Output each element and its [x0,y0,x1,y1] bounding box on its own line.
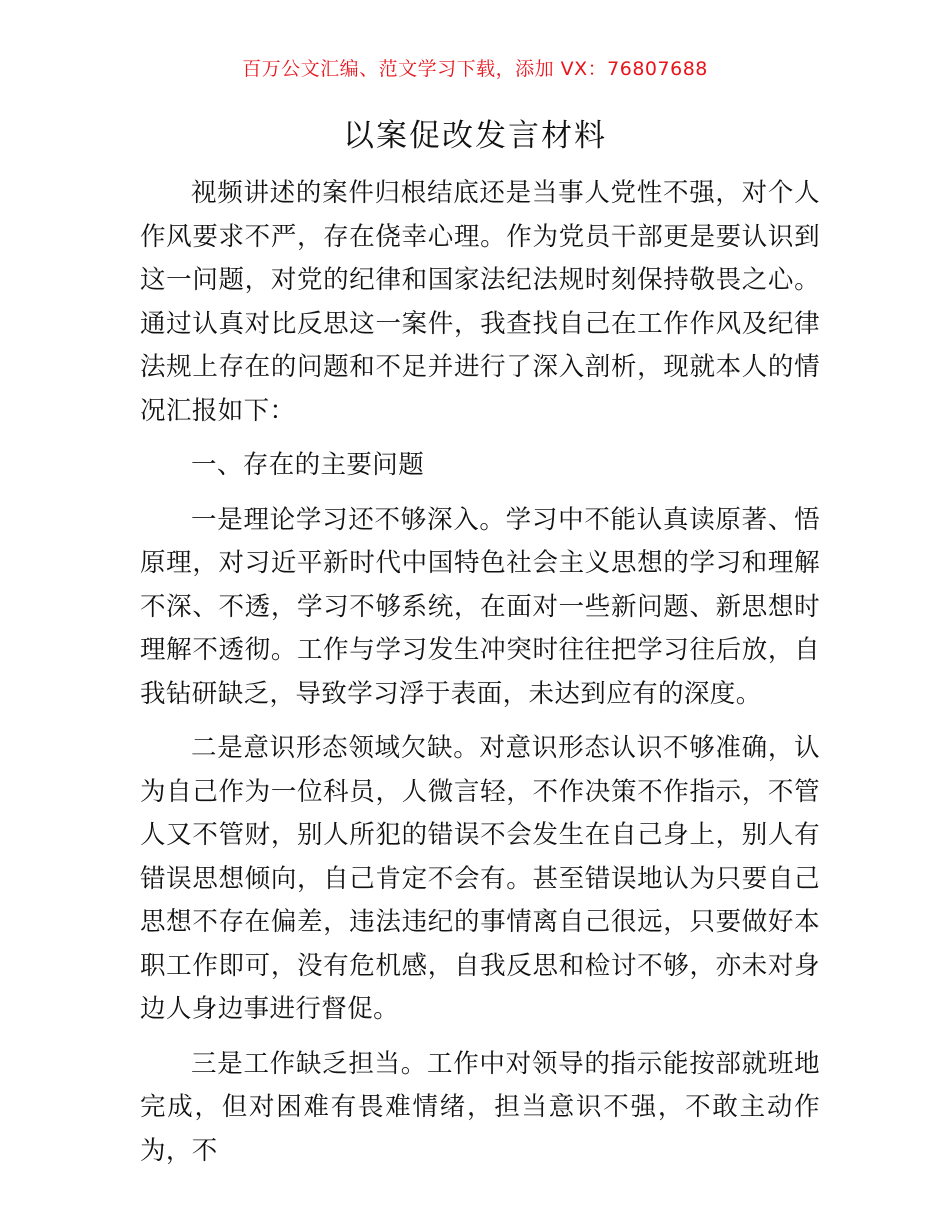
point-2-paragraph: 二是意识形态领域欠缺。对意识形态认识不够准确，认为自己作为一位科员，人微言轻，不作决策不作指示，不管人又不管财，别人所犯的错误不会发生在自己身上，别人有错误思想倾向，自己肯定不会有。甚至错误地认为只要自己思想不存在偏差，违法违纪的事情离自己很远，只要做好本职工作即可，没有危机感，自我反思和检讨不够，亦未对身边人身边事进行督促。 [140,733,820,1024]
point-1-paragraph: 一是理论学习还不够深入。学习中不能认真读原著、悟原理，对习近平新时代中国特色社会主义思想的学习和理解不深、不透，学习不够系统，在面对一些新问题、新思想时理解不透彻。工作与学习发生冲突时往往把学习往后放，自我钻研缺乏，导致学习浮于表面，未达到应有的深度。 [140,504,820,709]
intro-paragraph: 视频讲述的案件归根结底还是当事人党性不强，对个人作风要求不严，存在侥幸心理。作为党员干部更是要认识到这一问题，对党的纪律和国家法纪法规时刻保持敬畏之心。通过认真对比反思这一案件，我查找自己在工作作风及纪律法规上存在的问题和不足并进行了深入剖析，现就本人的情况汇报如下： [140,178,820,426]
section-heading: 一、存在的主要问题 [191,450,425,480]
document-title: 以案促改发言材料 [343,118,607,154]
point-3-paragraph: 三是工作缺乏担当。工作中对领导的指示能按部就班地完成，但对困难有畏难情绪，担当意识不强，不敢主动作为，不 [140,1048,820,1166]
watermark-header: 百万公文汇编、范文学习下载，添加 VX：76807688 [242,58,708,80]
document-body [140,172,820,1184]
